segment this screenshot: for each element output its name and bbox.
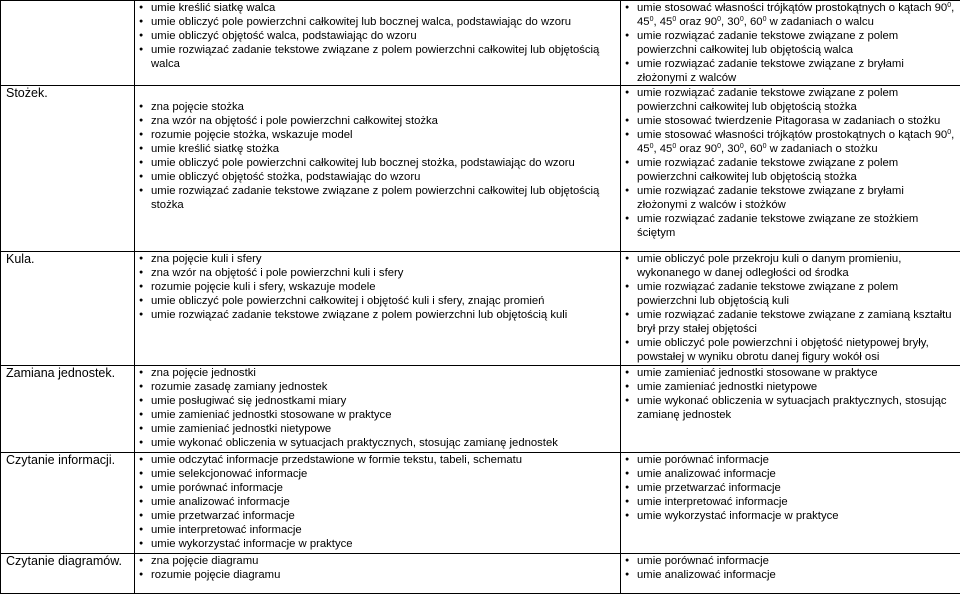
list-item: ● umie stosować własności trójkątów prostokątnych o kątach $90^0$, $45^0$, $45^0$ oraz $90^0$, $30^0$, $60^0$ w zadaniach o walcu bbox=[625, 1, 956, 29]
table-row bbox=[1, 554, 960, 594]
table-row bbox=[1, 453, 960, 554]
topic-cell: Stożek. bbox=[1, 86, 135, 252]
list-item: ● umie rozwiązać zadanie tekstowe związane z polem powierzchni lub objętością kuli bbox=[625, 280, 956, 308]
list-item: ● umie obliczyć pole przekroju kuli o danym promieniu, wykonanego w danej odległości od środka bbox=[625, 252, 956, 280]
table-row bbox=[1, 86, 960, 252]
topic-cell bbox=[1, 1, 135, 86]
list-item: ● zna wzór na objętość i pole powierzchni kuli i sfery bbox=[139, 266, 616, 280]
list-item: ● umie posługiwać się jednostkami miary bbox=[139, 394, 616, 408]
extended-requirements-cell bbox=[621, 1, 960, 86]
list-item: ● zna pojęcie stożka bbox=[139, 100, 616, 114]
list-item: ● umie porównać informacje bbox=[625, 453, 956, 467]
list-item: ● umie analizować informacje bbox=[625, 568, 956, 582]
list-item: ● zna pojęcie kuli i sfery bbox=[139, 252, 616, 266]
list-item: ● umie wykorzystać informacje w praktyce bbox=[139, 537, 616, 551]
table-row bbox=[1, 252, 960, 366]
topic-cell: Czytanie informacji. bbox=[1, 453, 135, 554]
list-item: ● umie interpretować informacje bbox=[139, 523, 616, 537]
list-item: ● umie przetwarzać informacje bbox=[139, 509, 616, 523]
list-item: ● umie obliczyć objętość stożka, podstawiając do wzoru bbox=[139, 170, 616, 184]
topic-cell: Kula. bbox=[1, 252, 135, 366]
list-item: ● umie kreślić siatkę walca bbox=[139, 1, 616, 15]
basic-requirements-cell bbox=[135, 252, 621, 366]
list-item: ● umie rozwiązać zadanie tekstowe związane z polem powierzchni całkowitej lub objętością stożka bbox=[625, 86, 956, 114]
list-item: ● umie rozwiązać zadanie tekstowe związane z polem powierzchni całkowitej lub objętością walca bbox=[625, 29, 956, 57]
table-row bbox=[1, 1, 960, 86]
list-item: ● umie odczytać informacje przedstawione w formie tekstu, tabeli, schematu bbox=[139, 453, 616, 467]
list-item: ● umie obliczyć pole powierzchni całkowitej i objętość kuli i sfery, znając promień bbox=[139, 294, 616, 308]
extended-requirements-cell bbox=[621, 86, 960, 252]
list-item: ● rozumie pojęcie stożka, wskazuje model bbox=[139, 128, 616, 142]
list-item: ● umie stosować twierdzenie Pitagorasa w zadaniach o stożku bbox=[625, 114, 956, 128]
extended-requirements-cell bbox=[621, 554, 960, 594]
list-item: ● umie zamieniać jednostki nietypowe bbox=[625, 380, 956, 394]
list-item: ● umie rozwiązać zadanie tekstowe związane z polem powierzchni całkowitej lub objętością stożka bbox=[139, 184, 616, 212]
extended-requirements-cell bbox=[621, 252, 960, 366]
list-item: ● rozumie pojęcie kuli i sfery, wskazuje modele bbox=[139, 280, 616, 294]
basic-requirements-cell bbox=[135, 86, 621, 252]
extended-requirements-cell bbox=[621, 453, 960, 554]
list-item: ● umie obliczyć pole powierzchni całkowitej lub bocznej stożka, podstawiając do wzoru bbox=[139, 156, 616, 170]
list-item: ● umie rozwiązać zadanie tekstowe związane ze stożkiem ściętym bbox=[625, 212, 956, 240]
list-item: ● umie wykorzystać informacje w praktyce bbox=[625, 509, 956, 523]
extended-requirements-cell bbox=[621, 366, 960, 453]
topic-cell: Czytanie diagramów. bbox=[1, 554, 135, 594]
list-item: ● umie stosować własności trójkątów prostokątnych o kątach $90^0$, $45^0$, $45^0$ oraz $90^0$, $30^0$, $60^0$ w zadaniach o stożku bbox=[625, 128, 956, 156]
list-item: ● umie kreślić siatkę stożka bbox=[139, 142, 616, 156]
list-item: ● zna pojęcie jednostki bbox=[139, 366, 616, 380]
list-item: ● umie rozwiązać zadanie tekstowe związane z polem powierzchni lub objętością kuli bbox=[139, 308, 616, 322]
basic-requirements-cell bbox=[135, 453, 621, 554]
list-item: ● umie selekcjonować informacje bbox=[139, 467, 616, 481]
list-item: ● umie rozwiązać zadanie tekstowe związane z zamianą kształtu brył przy stałej objętości bbox=[625, 308, 956, 336]
list-item: ● umie rozwiązać zadanie tekstowe związane z polem powierzchni całkowitej lub objętością walca bbox=[139, 43, 616, 71]
list-item: ● umie przetwarzać informacje bbox=[625, 481, 956, 495]
list-item: ● umie rozwiązać zadanie tekstowe związane z bryłami złożonymi z walców bbox=[625, 57, 956, 85]
list-item: ● umie interpretować informacje bbox=[625, 495, 956, 509]
list-item: ● umie zamieniać jednostki stosowane w praktyce bbox=[139, 408, 616, 422]
basic-requirements-cell bbox=[135, 1, 621, 86]
list-item: ● umie rozwiązać zadanie tekstowe związane z polem powierzchni całkowitej lub objętością stożka bbox=[625, 156, 956, 184]
list-item: ● zna wzór na objętość i pole powierzchni całkowitej stożka bbox=[139, 114, 616, 128]
list-item: ● umie obliczyć pole powierzchni całkowitej lub bocznej walca, podstawiając do wzoru bbox=[139, 15, 616, 29]
list-item: ● umie wykonać obliczenia w sytuacjach praktycznych, stosując zamianę jednostek bbox=[139, 436, 616, 450]
table-row bbox=[1, 366, 960, 453]
list-item: ● rozumie pojęcie diagramu bbox=[139, 568, 616, 582]
list-item: ● umie zamieniać jednostki nietypowe bbox=[139, 422, 616, 436]
list-item: ● umie porównać informacje bbox=[139, 481, 616, 495]
list-item: ● umie analizować informacje bbox=[139, 495, 616, 509]
list-item: ● zna pojęcie diagramu bbox=[139, 554, 616, 568]
basic-requirements-cell bbox=[135, 366, 621, 453]
list-item: ● umie zamieniać jednostki stosowane w praktyce bbox=[625, 366, 956, 380]
list-item: ● umie wykonać obliczenia w sytuacjach praktycznych, stosując zamianę jednostek bbox=[625, 394, 956, 422]
topic-cell: Zamiana jednostek. bbox=[1, 366, 135, 453]
list-item: ● umie porównać informacje bbox=[625, 554, 956, 568]
list-item: ● umie obliczyć pole powierzchni i objętość nietypowej bryły, powstałej w wyniku obrotu danej figury wokół osi bbox=[625, 336, 956, 364]
list-item: ● umie analizować informacje bbox=[625, 467, 956, 481]
basic-requirements-cell bbox=[135, 554, 621, 594]
list-item: ● umie rozwiązać zadanie tekstowe związane z bryłami złożonymi z walców i stożków bbox=[625, 184, 956, 212]
list-item: ● umie obliczyć objętość walca, podstawiając do wzoru bbox=[139, 29, 616, 43]
list-item: ● rozumie zasadę zamiany jednostek bbox=[139, 380, 616, 394]
